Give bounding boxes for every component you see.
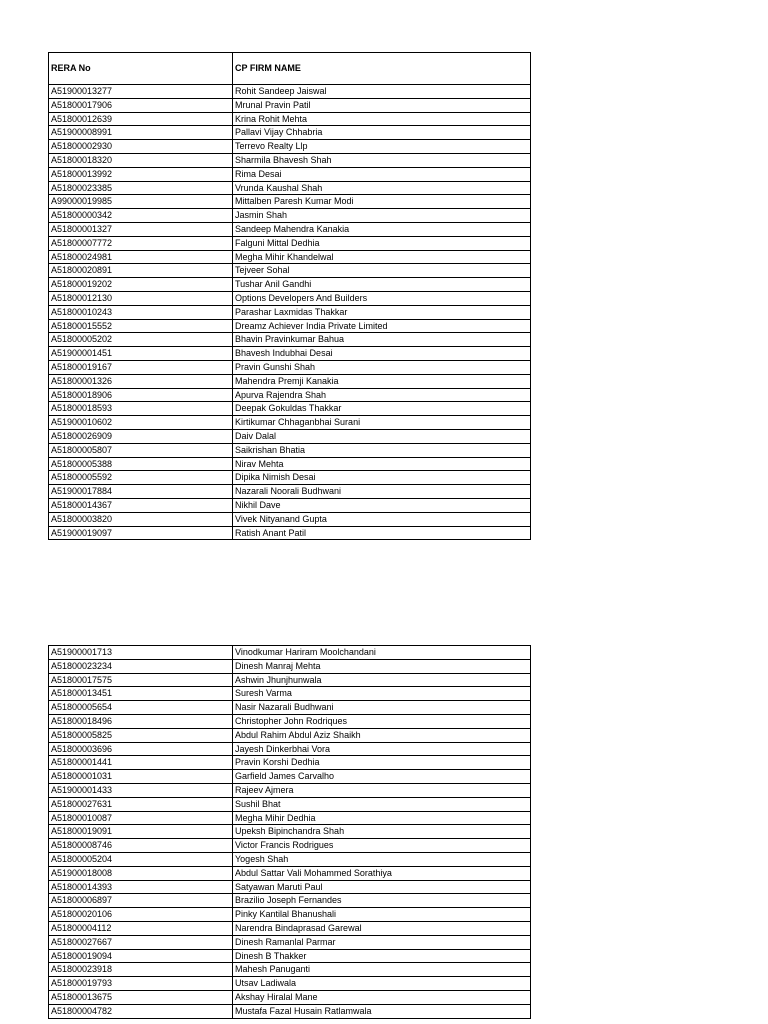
table-row	[49, 388, 531, 402]
table-row	[49, 209, 531, 223]
table-row	[49, 894, 531, 908]
rera-number-cell: A51800004782	[49, 1004, 233, 1018]
table-row	[49, 98, 531, 112]
table-row	[49, 687, 531, 701]
table-row	[49, 278, 531, 292]
header-cp-firm-name: CP FIRM NAME	[233, 53, 531, 85]
rera-number-cell: A51800020106	[49, 908, 233, 922]
rera-number-cell: A51800000342	[49, 209, 233, 223]
cp-firm-name-cell: Falguni Mittal Dedhia	[233, 236, 531, 250]
cp-firm-name-cell: Sharmila Bhavesh Shah	[233, 153, 531, 167]
rera-number-cell: A51800015552	[49, 319, 233, 333]
cp-firm-name-cell: Ratish Anant Patil	[233, 526, 531, 540]
rera-number-cell: A51800005592	[49, 471, 233, 485]
rera-number-cell: A51800003820	[49, 512, 233, 526]
cp-firm-name-cell: Megha Mihir Khandelwal	[233, 250, 531, 264]
rera-number-cell: A51800023918	[49, 963, 233, 977]
table-row	[49, 742, 531, 756]
cp-firm-name-cell: Parashar Laxmidas Thakkar	[233, 305, 531, 319]
rera-number-cell: A51800007772	[49, 236, 233, 250]
cp-firm-name-cell: Abdul Rahim Abdul Aziz Shaikh	[233, 728, 531, 742]
table-row	[49, 319, 531, 333]
table-row	[49, 811, 531, 825]
cp-firm-name-cell: Dinesh Manraj Mehta	[233, 659, 531, 673]
table-row	[49, 250, 531, 264]
cp-firm-name-cell: Pravin Gunshi Shah	[233, 360, 531, 374]
rera-number-cell: A51800005202	[49, 333, 233, 347]
cp-firm-name-cell: Garfield James Carvalho	[233, 770, 531, 784]
cp-firm-name-cell: Terrevo Realty Llp	[233, 140, 531, 154]
rera-number-cell: A51800018496	[49, 714, 233, 728]
cp-firm-name-cell: Rohit Sandeep Jaiswal	[233, 85, 531, 99]
rera-number-cell: A51800010087	[49, 811, 233, 825]
rera-number-cell: A51800005204	[49, 852, 233, 866]
header-rera-no: RERA No	[49, 53, 233, 85]
table-row	[49, 701, 531, 715]
table-row	[49, 990, 531, 1004]
cp-firm-name-cell: Jayesh Dinkerbhai Vora	[233, 742, 531, 756]
cp-firm-name-cell: Ashwin Jhunjhunwala	[233, 673, 531, 687]
table-row	[49, 852, 531, 866]
rera-number-cell: A51800020891	[49, 264, 233, 278]
table-row	[49, 977, 531, 991]
rera-number-cell: A51800006897	[49, 894, 233, 908]
rera-number-cell: A51800027631	[49, 797, 233, 811]
table-row	[49, 443, 531, 457]
rera-number-cell: A51800019094	[49, 949, 233, 963]
rera-number-cell: A51800004112	[49, 921, 233, 935]
rera-number-cell: A51800001327	[49, 222, 233, 236]
table-row	[49, 1004, 531, 1018]
table-row	[49, 126, 531, 140]
table-row	[49, 498, 531, 512]
cp-firm-name-cell: Sushil Bhat	[233, 797, 531, 811]
table-row	[49, 402, 531, 416]
cp-firm-name-cell: Options Developers And Builders	[233, 291, 531, 305]
cp-firm-name-cell: Pinky Kantilal Bhanushali	[233, 908, 531, 922]
rera-number-cell: A51800017575	[49, 673, 233, 687]
table-row	[49, 526, 531, 540]
rera-number-cell: A51800002930	[49, 140, 233, 154]
cp-firm-name-cell: Rajeev Ajmera	[233, 783, 531, 797]
table-row	[49, 673, 531, 687]
cp-firm-name-cell: Apurva Rajendra Shah	[233, 388, 531, 402]
rera-number-cell: A51800008746	[49, 839, 233, 853]
table-row	[49, 153, 531, 167]
cp-firm-name-cell: Dinesh Ramanlal Parmar	[233, 935, 531, 949]
table-row	[49, 291, 531, 305]
cp-firm-name-cell: Saikrishan Bhatia	[233, 443, 531, 457]
rera-number-cell: A51800010243	[49, 305, 233, 319]
cp-firm-name-cell: Pravin Korshi Dedhia	[233, 756, 531, 770]
cp-firm-name-cell: Victor Francis Rodrigues	[233, 839, 531, 853]
table-row	[49, 485, 531, 499]
rera-table-one	[48, 52, 531, 540]
cp-firm-name-cell: Daiv Dalal	[233, 429, 531, 443]
rera-number-cell: A51800019091	[49, 825, 233, 839]
cp-firm-name-cell: Deepak Gokuldas Thakkar	[233, 402, 531, 416]
cp-firm-name-cell: Tushar Anil Gandhi	[233, 278, 531, 292]
cp-firm-name-cell: Jasmin Shah	[233, 209, 531, 223]
rera-number-cell: A51800013675	[49, 990, 233, 1004]
cp-firm-name-cell: Vinodkumar Hariram Moolchandani	[233, 646, 531, 660]
cp-firm-name-cell: Mustafa Fazal Husain Ratlamwala	[233, 1004, 531, 1018]
table-row	[49, 770, 531, 784]
cp-firm-name-cell: Dipika Nimish Desai	[233, 471, 531, 485]
cp-firm-name-cell: Bhavesh Indubhai Desai	[233, 347, 531, 361]
cp-firm-name-cell: Mrunal Pravin Patil	[233, 98, 531, 112]
rera-number-cell: A51800023385	[49, 181, 233, 195]
rera-table-two	[48, 645, 531, 1019]
rera-number-cell: A51800014393	[49, 880, 233, 894]
cp-firm-name-cell: Pallavi Vijay Chhabria	[233, 126, 531, 140]
table-row	[49, 659, 531, 673]
rera-number-cell: A51800018593	[49, 402, 233, 416]
cp-firm-name-cell: Abdul Sattar Vali Mohammed Sorathiya	[233, 866, 531, 880]
table-row	[49, 181, 531, 195]
rera-number-cell: A51800027667	[49, 935, 233, 949]
table-row	[49, 85, 531, 99]
table-row	[49, 908, 531, 922]
cp-firm-name-cell: Krina Rohit Mehta	[233, 112, 531, 126]
cp-firm-name-cell: Satyawan Maruti Paul	[233, 880, 531, 894]
rera-number-cell: A51800019167	[49, 360, 233, 374]
cp-firm-name-cell: Sandeep Mahendra Kanakia	[233, 222, 531, 236]
table-row	[49, 457, 531, 471]
table-row	[49, 374, 531, 388]
rera-number-cell: A51900013277	[49, 85, 233, 99]
rera-number-cell: A51800019202	[49, 278, 233, 292]
table-row	[49, 167, 531, 181]
rera-number-cell: A51900010602	[49, 416, 233, 430]
cp-firm-name-cell: Christopher John Rodriques	[233, 714, 531, 728]
rera-number-cell: A51800005654	[49, 701, 233, 715]
table-row	[49, 264, 531, 278]
table-row	[49, 935, 531, 949]
cp-firm-name-cell: Kirtikumar Chhaganbhai Surani	[233, 416, 531, 430]
table-row	[49, 347, 531, 361]
rera-number-cell: A51800001326	[49, 374, 233, 388]
rera-number-cell: A51800005825	[49, 728, 233, 742]
table-row	[49, 305, 531, 319]
cp-firm-name-cell: Bhavin Pravinkumar Bahua	[233, 333, 531, 347]
rera-number-cell: A51900008991	[49, 126, 233, 140]
table-one-body	[49, 85, 531, 540]
cp-firm-name-cell: Upeksh Bipinchandra Shah	[233, 825, 531, 839]
table-row	[49, 112, 531, 126]
table-row	[49, 921, 531, 935]
table-row	[49, 963, 531, 977]
table-two-body	[49, 646, 531, 1019]
cp-firm-name-cell: Utsav Ladiwala	[233, 977, 531, 991]
rera-number-cell: A51900001433	[49, 783, 233, 797]
table-row	[49, 140, 531, 154]
rera-number-cell: A51800001441	[49, 756, 233, 770]
cp-firm-name-cell: Mahesh Panuganti	[233, 963, 531, 977]
rera-number-cell: A51800013451	[49, 687, 233, 701]
rera-number-cell: A51800012639	[49, 112, 233, 126]
cp-firm-name-cell: Mittalben Paresh Kumar Modi	[233, 195, 531, 209]
rera-number-cell: A51800019793	[49, 977, 233, 991]
rera-number-cell: A51800012130	[49, 291, 233, 305]
cp-firm-name-cell: Tejveer Sohal	[233, 264, 531, 278]
rera-number-cell: A51900017884	[49, 485, 233, 499]
rera-number-cell: A51800014367	[49, 498, 233, 512]
table-row	[49, 195, 531, 209]
table-row	[49, 949, 531, 963]
cp-firm-name-cell: Brazilio Joseph Fernandes	[233, 894, 531, 908]
cp-firm-name-cell: Nasir Nazarali Budhwani	[233, 701, 531, 715]
cp-firm-name-cell: Nikhil Dave	[233, 498, 531, 512]
table-row	[49, 728, 531, 742]
table-row	[49, 360, 531, 374]
cp-firm-name-cell: Nazarali Noorali Budhwani	[233, 485, 531, 499]
rera-number-cell: A99000019985	[49, 195, 233, 209]
table-row	[49, 646, 531, 660]
table-row	[49, 783, 531, 797]
table-row	[49, 756, 531, 770]
header-row	[49, 53, 531, 85]
rera-number-cell: A51800017906	[49, 98, 233, 112]
table-row	[49, 839, 531, 853]
table-row	[49, 471, 531, 485]
rera-number-cell: A51800023234	[49, 659, 233, 673]
rera-number-cell: A51800018320	[49, 153, 233, 167]
cp-firm-name-cell: Narendra Bindaprasad Garewal	[233, 921, 531, 935]
cp-firm-name-cell: Vivek Nityanand Gupta	[233, 512, 531, 526]
rera-number-cell: A51800018906	[49, 388, 233, 402]
rera-number-cell: A51800001031	[49, 770, 233, 784]
rera-number-cell: A51800024981	[49, 250, 233, 264]
rera-number-cell: A51800026909	[49, 429, 233, 443]
table-row	[49, 416, 531, 430]
rera-number-cell: A51800013992	[49, 167, 233, 181]
cp-firm-name-cell: Rima Desai	[233, 167, 531, 181]
rera-number-cell: A51900001451	[49, 347, 233, 361]
rera-number-cell: A51800005388	[49, 457, 233, 471]
rera-number-cell: A51900018008	[49, 866, 233, 880]
table-row	[49, 825, 531, 839]
table-row	[49, 797, 531, 811]
cp-firm-name-cell: Vrunda Kaushal Shah	[233, 181, 531, 195]
table-row	[49, 714, 531, 728]
cp-firm-name-cell: Yogesh Shah	[233, 852, 531, 866]
cp-firm-name-cell: Megha Mihir Dedhia	[233, 811, 531, 825]
cp-firm-name-cell: Dinesh B Thakker	[233, 949, 531, 963]
table-row	[49, 333, 531, 347]
table-row	[49, 512, 531, 526]
table-row	[49, 236, 531, 250]
rera-number-cell: A51900001713	[49, 646, 233, 660]
table-row	[49, 866, 531, 880]
rera-number-cell: A51800005807	[49, 443, 233, 457]
rera-number-cell: A51900019097	[49, 526, 233, 540]
cp-firm-name-cell: Dreamz Achiever India Private Limited	[233, 319, 531, 333]
cp-firm-name-cell: Nirav Mehta	[233, 457, 531, 471]
cp-firm-name-cell: Suresh Varma	[233, 687, 531, 701]
cp-firm-name-cell: Mahendra Premji Kanakia	[233, 374, 531, 388]
table-row	[49, 222, 531, 236]
rera-number-cell: A51800003696	[49, 742, 233, 756]
cp-firm-name-cell: Akshay Hiralal Mane	[233, 990, 531, 1004]
table-row	[49, 880, 531, 894]
table-row	[49, 429, 531, 443]
